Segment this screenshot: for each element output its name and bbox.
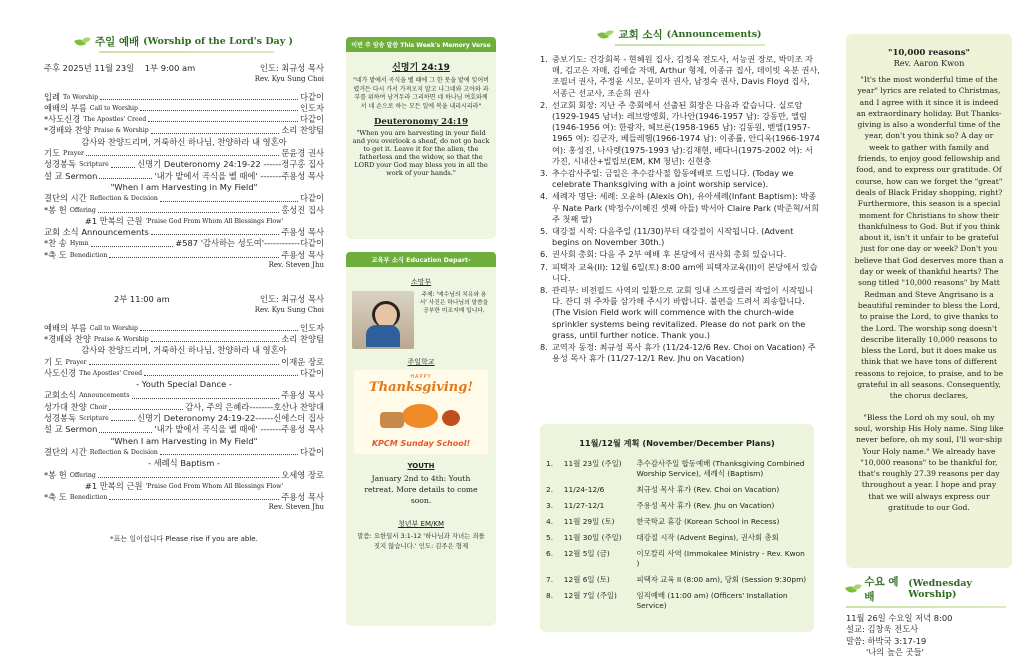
order-line: [44, 159, 324, 170]
leaves-icon: [442, 410, 460, 426]
plan-event: 이모칼리 사역 (Immokalee Ministry - Rev. Kwon ): [636, 549, 805, 568]
order-line: [44, 114, 324, 125]
service2-time: 2부 11:00 am: [114, 294, 170, 305]
order-line: [44, 227, 324, 238]
order-line: [44, 447, 324, 458]
order-item: 사도신경: [44, 367, 77, 378]
order-item: #1 만복의 근원: [84, 480, 143, 491]
memory-verse-header: 이번 주 암송 말씀 This Week's Memory Verse: [346, 37, 496, 52]
order-line: [44, 492, 324, 503]
essay-paragraph-2: "Bless the Lord oh my soul, oh my soul, worship His Holy name. Sing like never before, oh my soul, I'll wor-ship Your Holy name." We already have "10,000 reasons" to be thankful for, that's roughly 27.39 reasons per day throughout a year. I hope and pray that we will always express our gratitude to our God.: [854, 412, 1004, 512]
leader-dots: [151, 341, 280, 342]
order-item: "When I am Harvesting in My Field": [110, 181, 258, 192]
verse-ref-ko: 신명기 24:19: [392, 63, 450, 73]
announcement-text: 중보기도: 건강회복 - 현혜원 집사, 김정욱 전도사, 서능권 장로, 박미조 자매, 김고은 자매, 김예슬 자매, Arthur 형제, 이종규 집사, 데이빗 옥분 권사, 조필녀 권사, 주정윤 시모, 문미자 권사, 남정숙 권사, Davis Floyd 집사, 서종근 선교사, 조순희 권사: [552, 54, 820, 98]
leaf-icon: [598, 30, 614, 40]
plans-title: 11월/12월 계획 (November/December Plans): [579, 438, 775, 448]
order-item-en: Reflection & Decision: [89, 195, 158, 203]
plan-number: 3.: [546, 501, 554, 510]
leader-dots: [132, 398, 280, 399]
sunday-school-title: 주일학교: [407, 358, 435, 366]
leader-dots: [109, 409, 183, 410]
order-item-en: Benediction: [69, 251, 108, 259]
order-item-en: To Worship: [63, 93, 99, 101]
service1-date: 주후 2025년 11월 23일: [44, 63, 135, 73]
plan-date: 12월 5일 (금): [563, 549, 610, 558]
order-item: 결단의 시간: [44, 193, 87, 204]
order-leader: 소리 찬양팀: [281, 333, 324, 344]
announcements-list: [540, 54, 820, 364]
announcements-header-en: (Announcements): [666, 29, 762, 40]
order-item: *축 도: [44, 249, 67, 260]
order-item-en: Praise & Worship: [93, 127, 149, 135]
announcement-text: 교역자 동정: 최규성 목사 휴가 (11/24-12/6 Rev. Choi on Vacation) 주용성 목사 휴가 (11/27-12/1 Rev. Jhu on Vacation): [552, 342, 816, 364]
order-item: *축 도: [44, 492, 67, 503]
plan-row: [544, 549, 810, 575]
somang-title: 소망부: [410, 278, 432, 286]
order-line: [44, 481, 324, 492]
plan-number: 6.: [546, 549, 554, 558]
leader-dots: [89, 364, 280, 365]
announcements-column: [540, 0, 820, 365]
service1-leader-en: Rev. Kyu Sung Choi: [254, 75, 324, 84]
order-item-en: Benediction: [69, 494, 108, 502]
order-item-en: Praise & Worship: [93, 335, 149, 343]
verse-text-ko: "네가 밭에서 곡식을 벨 때에 그 한 뭇을 밭에 잊어버렸거든 다시 가서 가져오지 말고 나그네와 고아와 과부를 위하여 남겨두라 그리하면 네 하나님 여호와께서 네 손으로 하는 모든 일에 복을 내리시리라": [353, 77, 489, 110]
order-line: [44, 103, 324, 114]
announcement-number: 6.: [540, 249, 548, 260]
verse-text-en: "When you are harvesting in your field and you overlook a sheaf, do not go back to get it. Leave it for the alien, the fatherless and the widow, so that the LORD your God may bless you in all the work of your hands.": [352, 129, 490, 177]
leader-dots: [111, 167, 135, 168]
order-leader: 감사, 주의 은혜라--------호산나 찬양대: [185, 401, 324, 412]
service2-leader-en: Rev. Kyu Sung Choi: [254, 306, 324, 315]
order-line: [44, 390, 324, 401]
plan-number: 7.: [546, 575, 554, 584]
plan-event: 주용성 목사 휴가 (Rev. Jhu on Vacation): [636, 501, 775, 510]
youth-title: YOUTH: [407, 462, 435, 470]
announcements-header-ko: 교회 소식: [618, 29, 663, 41]
announcement-number: 2.: [540, 99, 548, 110]
order-item-en: Scripture: [79, 415, 109, 423]
order-item: 교회 소식 Announcements: [44, 227, 149, 238]
somang-photo: [352, 291, 414, 349]
wednesday-header: [846, 574, 1012, 604]
order-leader: '내가 밭에서 곡식을 벨 때에' -------주용성 목사: [154, 424, 324, 435]
plan-row: [544, 485, 810, 501]
plan-row: [544, 517, 810, 533]
announcement-text: 선교회 회장: 지난 주 총회에서 선출된 회장은 다음과 같습니다. 실로암(1929-1945 남녀): 레브랑엥회, 가나안(1946-1957 남): 강동만, 엘림(1946-1956 여): 한광자, 헤브론(1958-1965 남): 김동원, 벧엘(1957-1965 여): 김군자, 베들레헴(1966-1974 남): 이종률, 안디옥(1966-1974 여): 홍성진, 나사렛(1975-1993 남):김재현, 베다니(1975-2002 여): 서가진, 시내산+빌립보(EM, KM 청년): 신현충: [552, 99, 820, 166]
leader-dots: [151, 133, 280, 134]
order-item-en: 'Praise God From Whom All Blessings Flow': [145, 217, 284, 225]
order-line: [44, 402, 324, 413]
rise-footnote: *표는 일어섭니다 Please rise if you are able.: [110, 535, 258, 544]
order-leader: 다같이: [299, 114, 324, 125]
wednesday-header-en: (Wednesday Worship): [908, 578, 972, 600]
leader-dots: [100, 99, 298, 100]
plan-event: 한국학교 휴강 (Korean School in Recess): [636, 517, 780, 526]
pumpkin-icon: [402, 404, 438, 428]
wednesday-column: [846, 574, 1012, 658]
announcement-text: 추수감사주일: 금일은 추수감사절 합동예배로 드립니다. (Today we celebrate Thanksgiving with a joint worship service).: [552, 168, 794, 190]
order-line: [44, 182, 324, 193]
memory-verse-box: [346, 37, 496, 239]
order-item: "When I am Harvesting in My Field": [110, 435, 258, 446]
order-leader: 인도자: [299, 322, 324, 333]
plan-number: 8.: [546, 591, 554, 600]
announcement-item: [540, 285, 820, 341]
plan-number: 4.: [546, 517, 554, 526]
order-leader: 다같이: [299, 91, 324, 102]
order-item-en: Scripture: [79, 161, 109, 169]
leader-dots: [148, 121, 298, 122]
leader-dots: [151, 234, 279, 235]
thanksgiving-image: [354, 370, 488, 454]
order-leader: 이재운 장로: [281, 356, 324, 367]
verse-ref-en: Deuteronomy 24:19: [374, 117, 468, 127]
announcement-item: [540, 191, 820, 225]
order-item-en: The Apostles' Creed: [79, 369, 143, 377]
education-header: 교육부 소식 Education Depart-: [346, 252, 496, 267]
order-item-en: The Apostles' Creed: [83, 116, 147, 124]
plan-date: 12월 6일 (토): [563, 575, 610, 584]
order-item: 감사와 찬양드리며, 거룩하신 하나님, 찬양하라 내 영혼아: [81, 136, 287, 147]
order-item: - 세례식 Baptism -: [148, 458, 220, 469]
wednesday-header-ko: 수요 예배: [864, 576, 899, 603]
order-item: 입례: [44, 91, 61, 102]
service2-benediction-en: Rev. Steven Jhu: [268, 503, 324, 512]
order-item: 감사와 찬양드리며, 거룩하신 하나님, 찬양하라 내 영혼아: [81, 345, 287, 356]
order-item: #1 만복의 근원: [84, 215, 143, 226]
plan-event: 임직예배 (11:00 am) (Officers' Installation Service): [636, 591, 788, 610]
leader-dots: [109, 499, 279, 500]
order-item: 성경봉독: [44, 159, 77, 170]
worship-header-ko: 주일 예배: [94, 36, 140, 48]
order-line: [44, 458, 324, 469]
leaf-icon: [75, 37, 91, 47]
order-leader: 주용성 목사: [281, 249, 324, 260]
order-line: [44, 413, 324, 424]
announcement-text: 권사회 총회: 다음 주 2부 예배 후 본당에서 권사회 총회 있습니다.: [552, 249, 787, 260]
order-leader: 다같이: [299, 367, 324, 378]
youth-text: January 2nd to 4th: Youth retreat. More details to come soon.: [364, 474, 478, 505]
order-line: [44, 250, 324, 261]
plan-number: 2.: [546, 485, 554, 494]
leaf-icon: [846, 584, 860, 594]
announcement-number: 5.: [540, 226, 548, 237]
plan-date: 11/24-12/6: [563, 485, 605, 494]
order-item: - Youth Special Dance -: [136, 379, 232, 390]
order-item: *사도신경: [44, 114, 81, 125]
order-leader: 주용성 목사: [281, 227, 324, 238]
order-line: [44, 357, 324, 368]
announcement-item: [540, 342, 820, 364]
order-item-en: Announcements: [79, 392, 130, 400]
order-item: 교회소식: [44, 390, 77, 401]
leader-dots: [86, 155, 279, 156]
worship-header: [44, 34, 324, 49]
order-item-en: Call to Worship: [89, 104, 138, 112]
service2-leader: 인도: 최규성 목사: [259, 294, 324, 305]
order-line: [44, 368, 324, 379]
announcement-item: [540, 168, 820, 190]
announcements-header: [540, 27, 820, 42]
plan-date: 11월 23일 (주일): [563, 459, 622, 468]
order-leader: 다같이: [299, 446, 324, 457]
order-line: [44, 334, 324, 345]
announcement-item: [540, 226, 820, 248]
order-leader: #587 '감사하는 성도여'------------다같이: [175, 238, 324, 249]
service1-leader: 인도: 최규성 목사: [259, 63, 324, 73]
service1-time: 1부 9:00 am: [144, 63, 196, 73]
happy-text: HAPPY: [410, 374, 432, 380]
order-item-en: Choir: [89, 403, 108, 411]
order-line: [44, 345, 324, 356]
em-km-title: 청년부 EM/KM: [398, 520, 444, 528]
leader-dots: [98, 212, 279, 213]
leader-dots: [144, 375, 298, 376]
kpcm-text: KPCM Sunday School!: [371, 439, 471, 448]
order-item: *찬 송: [44, 238, 67, 249]
announcement-text: 관리부: 비전필드 사역의 일환으로 교회 잉내 스프링클러 작업이 시작됩니다. 잔디 위 주차를 삼가해 주시기 바랍니다. 불편을 드려서 죄송합니다. (The Vision Field work will commence with the church-wide sprinkler systems being revitalized. Please do not park on the grass, until further notice. Thank you.): [552, 285, 813, 340]
order-item: 예배의 부름: [44, 102, 87, 113]
order-item: *경배와 찬양: [44, 125, 91, 136]
plans-box: [540, 424, 814, 632]
order-item: *봉 헌: [44, 204, 67, 215]
leader-dots: [98, 477, 279, 478]
leader-dots: [160, 454, 298, 455]
wednesday-preacher: 설교: 김창욱 전도사: [846, 624, 919, 635]
order-item-en: Reflection & Decision: [89, 448, 158, 456]
order-line: [44, 148, 324, 159]
order-line: [44, 379, 324, 390]
order-item-en: Offering: [69, 206, 96, 214]
wednesday-time: 11월 26일 수요일 저녁 8:00: [846, 613, 953, 623]
order-leader: 인도자: [299, 102, 324, 113]
order-line: [44, 470, 324, 481]
announcement-item: [540, 262, 820, 284]
essay-paragraph-1: "It's the most wonderful time of the year" lyrics are related to Christmas, and I agree with it since it is indeed an extraordinary holiday. But Thanks-giving is also a wonderful time of the year, don't you think so? A day or week to gather with family and friends, to enjoy good fellowship and food, and to express our gratitude. Of course, how can we forget the "great" deals of Black Friday shopping, right? Furthermore, this season is a special moment for Christians to show their thankfulness to God. But if you think about it, isn't it unfair to be grateful just for one day or week? Don't you believe that God deserves more than a day or week of thankful hearts? The song titled "10,000 reasons" by Matt Redman and Steve Angrisano is a beautiful reminder to bless the Lord, to praise the Lord, to give thanks to the Lord. The worship song doesn't describe literally 10,000 reasons to bless the Lord, but it does make us think that we have tons of different reasons to rejoice, to praise, and to be grateful in all seasons. Consequently, the chorus declares,: [854, 75, 1004, 401]
service2-header: [44, 294, 324, 305]
order-item-en: Prayer: [65, 358, 87, 366]
leader-dots: [99, 432, 152, 433]
order-line: [44, 125, 324, 136]
announcement-number: 8.: [540, 285, 548, 296]
wednesday-sermon-title: '나의 높은 곳들': [866, 646, 924, 657]
order-leader: '내가 밭에서 곡식을 벨 때에' -------주용성 목사: [154, 170, 324, 181]
order-item-en: Prayer: [63, 150, 84, 158]
order-line: [44, 205, 324, 216]
announcement-text: 대강절 시작: 다음주일 (11/30)부터 대강절이 시작됩니다. (Advent begins on November 30th.): [552, 226, 794, 248]
order-line: [44, 238, 324, 249]
em-km-text: 말씀: 요한일서 3:1-12 '하나님과 자녀는 죄를 짓지 않습니다.' 인도: 김주은 형제: [357, 532, 485, 550]
order-item: 결단의 시간: [44, 446, 87, 457]
plan-number: 5.: [546, 533, 554, 542]
order-item: 기도: [44, 148, 61, 159]
plan-date: 11월 30일 (주일): [563, 533, 622, 542]
worship-header-en: (Worship of the Lord's Day ): [143, 36, 294, 47]
order-line: [44, 193, 324, 204]
announcement-item: [540, 249, 820, 260]
leader-dots: [111, 420, 135, 421]
education-box: [346, 252, 496, 626]
order-item: 성가대 찬양: [44, 401, 87, 412]
order-leader: 소리 찬양팀: [281, 125, 324, 136]
plan-row: [544, 501, 810, 517]
plan-date: 11월 29일 (토): [563, 517, 615, 526]
announcement-item: [540, 100, 820, 167]
order-leader: 신명기 Deuteronomy 24:19-22 ------정구홍 집사: [137, 159, 324, 170]
order-leader: 다같이: [299, 193, 324, 204]
order-item: 설 교 Sermon: [44, 424, 98, 435]
service1-header: [44, 63, 324, 74]
plan-date: 12월 7일 (주일): [563, 591, 617, 600]
leader-dots: [91, 246, 174, 247]
plan-event: 최규성 목사 휴가 (Rev. Choi on Vacation): [636, 485, 780, 494]
announcement-text: 세례자 명단: 세례: 오윤하 (Alexis Oh), 유아세례(Infant Baptism): 박종우 Nate Park (박정수/이혜진 셋째 아들) 박서아 Claire Park (박준혁/서희주 첫째 딸): [552, 191, 820, 224]
order-item: 기 도: [44, 356, 63, 367]
plan-date: 11/27-12/1: [563, 501, 605, 510]
order-leader: 주용성 목사: [281, 390, 324, 401]
order-leader: 홍성진 집사: [281, 204, 324, 215]
plan-row: [544, 575, 810, 591]
order-item: 예배의 부름: [44, 322, 87, 333]
plan-event: 피택자 교육 II (8:00 am), 당회 (Session 9:30pm): [636, 575, 807, 584]
order-item-en: Call to Worship: [89, 324, 138, 332]
essay-box: [846, 34, 1012, 568]
order-leader: 문윤경 권사: [281, 148, 324, 159]
order-line: [44, 92, 324, 103]
order-item: 성경봉독: [44, 413, 77, 424]
plan-row: [544, 533, 810, 549]
order-line: [44, 171, 324, 182]
leader-dots: [140, 330, 298, 331]
order-line: [44, 424, 324, 435]
order-item-en: 'Praise God From Whom All Blessings Flow': [145, 482, 284, 490]
order-line: [44, 323, 324, 334]
essay-author: Rev. Aaron Kwon: [893, 58, 965, 68]
order-leader: 오세영 장로: [281, 469, 324, 480]
order-leader: 주용성 목사: [281, 492, 324, 503]
order-item: *경배와 찬양: [44, 333, 91, 344]
pie-icon: [380, 412, 404, 428]
leader-dots: [140, 110, 298, 111]
somang-text: 주제: '예수님의 치유와 용서' 사진은 하나님의 말씀을 공부한 미조지매 입니다.: [419, 292, 489, 314]
order-item-en: Offering: [69, 471, 96, 479]
announcement-number: 4.: [540, 191, 548, 202]
plan-event: 추수감사주일 합동예배 (Thanksgiving Combined Worship Service), 세례식 (Baptism): [636, 459, 805, 478]
worship-column: [44, 0, 324, 546]
order-item: 설 교 Sermon: [44, 170, 98, 181]
plan-event: 대강절 시작 (Advent Begins), 권사회 총회: [636, 533, 779, 542]
wednesday-scripture: 말씀: 하박국 3:17-19: [846, 635, 927, 646]
plan-number: 1.: [546, 459, 554, 468]
order-line: [44, 216, 324, 227]
plans-table: [544, 459, 810, 617]
announcement-text: 피택자 교육(II): 12월 6일(토) 8:00 am에 피택자교육(II)이 본당에서 있습니다.: [552, 261, 818, 283]
announcement-item: [540, 54, 820, 99]
announcement-number: 7.: [540, 261, 548, 272]
plan-row: [544, 459, 810, 485]
leader-dots: [99, 178, 152, 179]
order-item-en: Hymn: [69, 240, 89, 248]
service2-order: [44, 323, 324, 504]
leader-dots: [109, 257, 279, 258]
order-line: [44, 436, 324, 447]
service1-benediction-en: Rev. Steven Jhu: [268, 261, 324, 270]
order-line: [44, 137, 324, 148]
plan-row: [544, 591, 810, 617]
announcement-number: 8.: [540, 342, 548, 353]
thanksgiving-text: Thanksgiving!: [368, 380, 474, 395]
leader-dots: [160, 201, 298, 202]
service1-order: [44, 92, 324, 261]
order-item: *봉 헌: [44, 469, 67, 480]
announcement-number: 3.: [540, 168, 548, 179]
order-leader: 신명기 Deteronomy 24:19-22------신에스더 집사: [137, 413, 324, 424]
announcement-number: 1.: [540, 54, 548, 64]
essay-title: "10,000 reasons": [887, 48, 971, 58]
